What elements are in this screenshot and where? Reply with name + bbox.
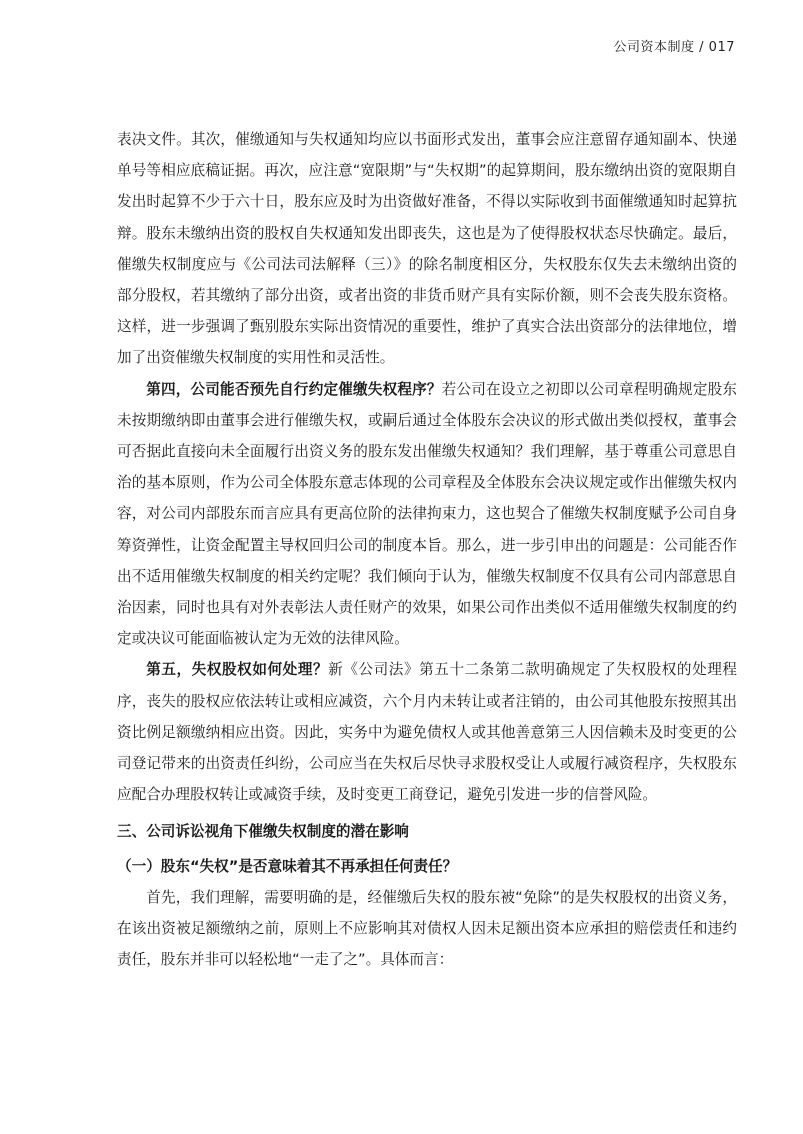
- paragraph-text-fifth: 新《公司法》第五十二条第二款明确规定了失权股权的处理程序，丧失的股权应依法转让或相应减资，六个月内未转让或者注销的，由公司其他股东按照其出资比例足额缴纳相应出资。因此，实务中为避免债权人或其他善意第三人因信赖未及时变更的公司登记带来的出资责任纠纷，公司应当在失权后尽快寻求股权受让人或履行减资程序，失权股东应配合办理股权转让或减资手续，及时变更工商登记，避免引发进一步的信誉风险。: [117, 661, 737, 804]
- paragraph-lead-fifth: 第五，失权股权如何处理？: [146, 661, 329, 679]
- page-body: [117, 124, 737, 975]
- paragraph-fifth-point: [117, 654, 737, 810]
- subsection-heading: （一）股东“失权”是否意味着其不再承担任何责任？: [117, 857, 458, 875]
- paragraph-continued: 表决文件。其次，催缴通知与失权通知均应以书面形式发出，董事会应注意留存通知副本、快递单号等相应底稿证据。再次，应注意“宽限期”与“失权期”的起算期间，股东缴纳出资的宽限期自发出时起算不少于六十日，股东应及时为出资做好准备，不得以实际收到书面催缴通知时起算抗辩。股东未缴纳出资的股权自失权通知发出即丧失，这也是为了使得股权状态尽快确定。最后，催缴失权制度应与《公司法司法解释（三）》的除名制度相区分，失权股东仅失去未缴纳出资的部分股权，若其缴纳了部分出资，或者出资的非货币财产具有实际价额，则不会丧失股东资格。这样，进一步强调了甄别股东实际出资情况的重要性，维护了真实合法出资部分的法律地位，增加了出资催缴失权制度的实用性和灵活性。: [117, 131, 737, 367]
- paragraph-fourth-point: [117, 374, 737, 655]
- running-header: 公司资本制度 / 017: [613, 40, 735, 55]
- paragraph-lead-fourth: 第四，公司能否预先自行约定催缴失权程序？: [146, 380, 442, 398]
- section-heading: 三、公司诉讼视角下催缴失权制度的潜在影响: [117, 823, 409, 841]
- paragraph-text-fourth: 若公司在设立之初即以公司章程明确规定股东未按期缴纳即由董事会进行催缴失权，或嗣后通过全体股东会决议的形式做出类似授权，董事会可否据此直接向未全面履行出资义务的股东发出催缴失权通知？我们理解，基于尊重公司意思自治的基本原则，作为公司全体股东意志体现的公司章程及全体股东会决议规定或作出催缴失权内容，对公司内部股东而言应具有更高位阶的法律拘束力，这也契合了催缴失权制度赋予公司自身筹资弹性，让资金配置主导权回归公司的制度本旨。那么，进一步引申出的问题是：公司能否作出不适用催缴失权制度的相关约定呢？我们倾向于认为，催缴失权制度不仅具有公司内部意思自治因素，同时也具有对外表彰法人责任财产的效果，如果公司作出类似不适用催缴失权制度的约定或决议可能面临被认定为无效的法律风险。: [117, 380, 737, 648]
- paragraph-first: 首先，我们理解，需要明确的是，经催缴后失权的股东被“免除”的是失权股权的出资义务，在该出资被足额缴纳之前，原则上不应影响其对债权人因未足额出资本应承担的赔偿责任和违约责任，股东并非可以轻松地“一走了之”。具体而言：: [117, 888, 737, 969]
